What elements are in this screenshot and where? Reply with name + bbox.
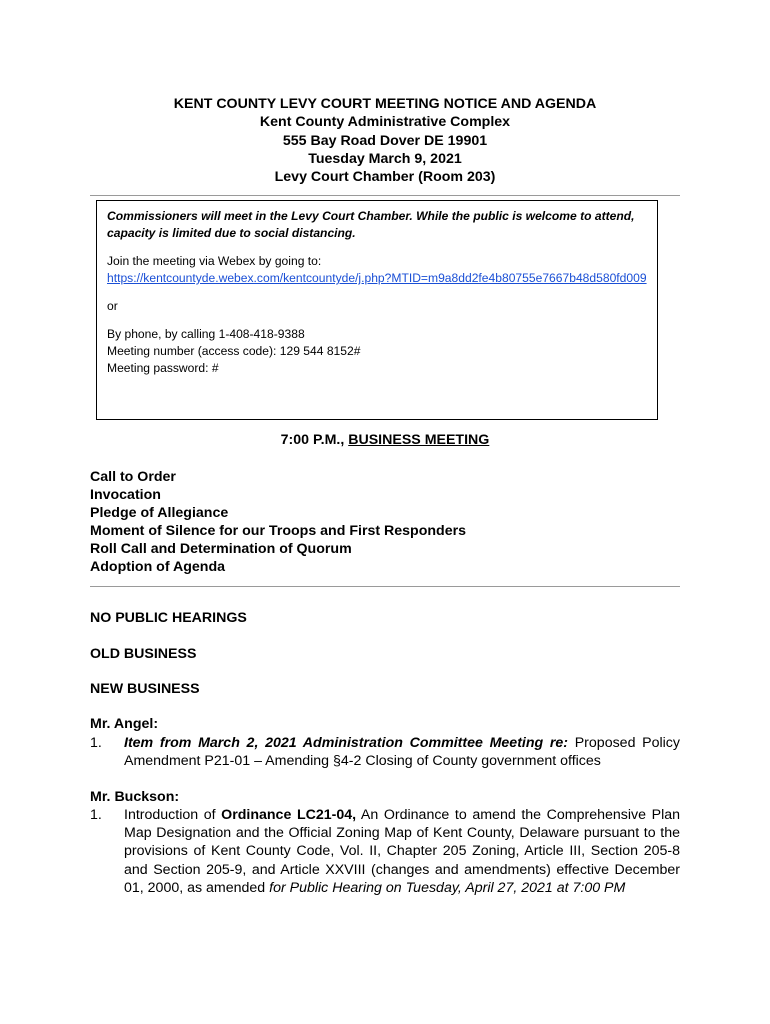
meeting-number: Meeting number (access code): 129 544 8152# [107,344,361,358]
divider-middle [90,586,680,587]
meeting-title [0,432,770,448]
ordinance-number: Ordinance LC21-04, [221,807,357,823]
member-buckson: Mr. Buckson: [90,789,180,805]
or-text: or [107,299,118,313]
list-item: Moment of Silence for our Troops and First Responders [90,523,467,539]
list-item: Invocation [90,487,161,503]
notice-box [96,200,658,420]
item-lead: Item from March 2, 2021 Administration Committee Meeting re: [124,735,569,751]
agenda-header [0,95,770,186]
header-date: Tuesday March 9, 2021 [308,150,462,167]
member-angel: Mr. Angel: [90,716,159,732]
section-new-business: NEW BUSINESS [90,681,200,697]
phone-text: By phone, by calling 1-408-418-9388 [107,327,305,341]
list-item: Call to Order [90,469,176,485]
hearing-date: for Public Hearing on Tuesday, April 27, 2021 at 7:00 PM [269,879,626,896]
order-of-business [90,468,466,576]
meeting-label: BUSINESS MEETING [348,432,490,448]
header-address: 555 Bay Road Dover DE 19901 [282,132,488,149]
list-item: Pledge of Allegiance [90,505,229,521]
capacity-note: Commissioners will meet in the Levy Court Chamber. While the public is welcome to attend, capacity is limited due to social distancing. [107,209,635,240]
header-venue: Kent County Administrative Complex [259,114,511,131]
buckson-item-1 [90,806,680,897]
list-item: Roll Call and Determination of Quorum [90,541,352,557]
header-title: KENT COUNTY LEVY COURT MEETING NOTICE AND AGENDA [173,96,597,112]
meeting-password: Meeting password: # [107,361,219,375]
webex-intro: Join the meeting via Webex by going to: [107,254,322,268]
item-number: 1. [90,807,102,823]
header-room: Levy Court Chamber (Room 203) [274,169,496,186]
webex-link[interactable]: https://kentcountyde.webex.com/kentcountyde/j.php?MTID=m9a8dd2fe4b80755e7667b48d580fd009 [107,271,647,285]
divider-top [90,195,680,196]
item-intro: Introduction of [124,807,222,823]
angel-item-1 [90,734,680,770]
item-text: An Ordinance to amend the Comprehensive Plan Map Designation and the Official Zoning Map of Kent County, Delaware pursuant to the provisions of Kent County Code, Vol. II, Chapter 205 Zoning, Article III, Section 205-8 and Section 205-9, and Article XXVIII (changes and amendments) effective December 01, 2000, as amended [124,807,680,896]
item-text: Proposed Policy Amendment P21-01 – Amending §4-2 Closing of County government offices [124,735,680,770]
section-public-hearings: NO PUBLIC HEARINGS [90,610,247,626]
list-item: Adoption of Agenda [90,559,226,575]
section-old-business: OLD BUSINESS [90,646,197,662]
meeting-time: 7:00 P.M., [280,432,349,448]
item-number: 1. [90,735,102,751]
